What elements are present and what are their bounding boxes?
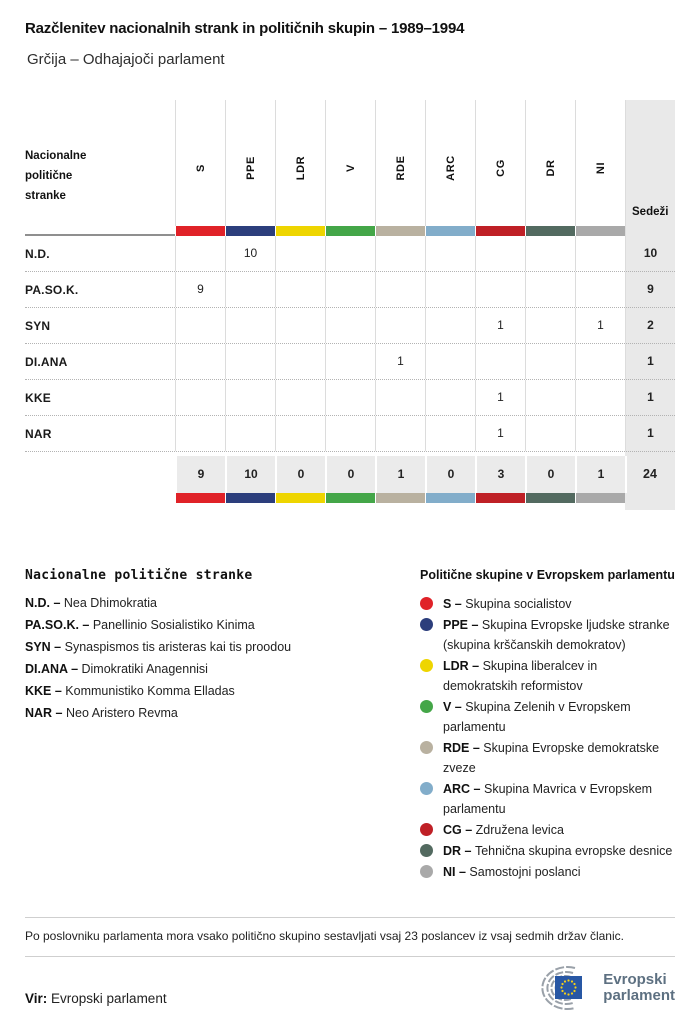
group-description bbox=[443, 697, 675, 737]
seat-count-cell bbox=[275, 344, 325, 379]
seat-count-cell bbox=[425, 344, 475, 379]
legend-party-item bbox=[25, 663, 420, 676]
group-name: Skupina Evropske ljudske stranke (skupina krščanskih demokratov) bbox=[443, 618, 670, 652]
group-total-cell: 1 bbox=[375, 456, 425, 493]
seat-count-cell bbox=[275, 416, 325, 451]
group-total-cell: 1 bbox=[575, 456, 625, 493]
legend-group-item bbox=[420, 862, 675, 882]
legends bbox=[25, 568, 675, 883]
page-subtitle: Grčija – Odhajajoči parlament bbox=[27, 51, 225, 68]
seat-count-cell bbox=[175, 416, 225, 451]
legend-party-item bbox=[25, 707, 420, 720]
seat-count-cell: 9 bbox=[175, 272, 225, 307]
group-code-label: PPE bbox=[244, 156, 257, 180]
group-total-cell: 0 bbox=[275, 456, 325, 493]
group-code-label: ARC bbox=[444, 155, 457, 181]
row-total-seats-cell: 10 bbox=[625, 236, 675, 271]
seat-count-cell bbox=[325, 272, 375, 307]
source-label: Vir: bbox=[25, 991, 48, 1006]
legend-group-item bbox=[420, 615, 675, 655]
group-description bbox=[443, 615, 675, 655]
total-seats-value: 24 bbox=[643, 467, 657, 481]
group-color-bar bbox=[275, 493, 325, 503]
group-code-label: DR bbox=[544, 159, 557, 177]
group-color-bar bbox=[225, 226, 275, 236]
row-total-seats-cell: 1 bbox=[625, 416, 675, 451]
seat-count-cell bbox=[375, 236, 425, 271]
group-description bbox=[443, 738, 675, 778]
row-header-cell bbox=[25, 100, 175, 226]
group-code-label: LDR bbox=[294, 155, 307, 181]
group-code-label: NI bbox=[594, 161, 607, 175]
group-color-bar bbox=[325, 493, 375, 503]
party-code: PA.SO.K. – bbox=[25, 618, 93, 632]
group-name: Skupina Mavrica v Evropskem parlamentu bbox=[443, 782, 653, 816]
seat-count-cell bbox=[475, 236, 525, 271]
seat-count-cell bbox=[225, 416, 275, 451]
seat-count-cell bbox=[225, 380, 275, 415]
group-total-cell: 0 bbox=[425, 456, 475, 493]
seat-count-cell: 1 bbox=[475, 380, 525, 415]
seat-count-cell bbox=[175, 380, 225, 415]
group-code: CG – bbox=[443, 823, 476, 837]
seat-count-cell bbox=[225, 272, 275, 307]
seat-count-cell bbox=[275, 272, 325, 307]
legend-parties-heading: Nacionalne politične stranke bbox=[25, 568, 253, 583]
european-parliament-logo bbox=[515, 963, 675, 1013]
group-column-header bbox=[175, 100, 225, 226]
group-code-label: RDE bbox=[394, 155, 407, 181]
legend-group-item bbox=[420, 656, 675, 696]
group-color-bar bbox=[325, 226, 375, 236]
legend-party-item bbox=[25, 619, 420, 632]
seat-count-cell bbox=[525, 380, 575, 415]
legend-group-item bbox=[420, 820, 675, 840]
legend-political-groups bbox=[420, 568, 675, 883]
group-code-label: V bbox=[344, 164, 357, 172]
group-name: Tehnična skupina evropske desnice bbox=[474, 844, 673, 858]
group-code: ARC – bbox=[443, 782, 484, 796]
seat-count-cell bbox=[425, 272, 475, 307]
table-row bbox=[25, 271, 675, 307]
legend-parties-list bbox=[25, 597, 420, 720]
table-header-row bbox=[25, 100, 675, 226]
group-column-header bbox=[575, 100, 625, 226]
seat-count-cell bbox=[175, 344, 225, 379]
seats-header-label: Sedeži bbox=[632, 206, 669, 218]
group-description bbox=[443, 841, 672, 861]
group-color-bar bbox=[475, 226, 525, 236]
group-column-header bbox=[425, 100, 475, 226]
seat-count-cell bbox=[325, 308, 375, 343]
party-code: N.D. – bbox=[25, 596, 64, 610]
row-total-seats-cell: 9 bbox=[625, 272, 675, 307]
legend-national-parties bbox=[25, 568, 420, 883]
party-name: Dimokratiki Anagennisi bbox=[81, 662, 208, 676]
table-row bbox=[25, 307, 675, 343]
seat-count-cell bbox=[575, 236, 625, 271]
group-color-dot bbox=[420, 700, 433, 713]
seat-count-cell bbox=[575, 272, 625, 307]
seats-table bbox=[25, 100, 675, 512]
group-column-header bbox=[325, 100, 375, 226]
seat-count-cell bbox=[375, 308, 425, 343]
header-underline bbox=[25, 226, 175, 236]
group-color-dot bbox=[420, 618, 433, 631]
group-color-bar bbox=[175, 226, 225, 236]
seat-count-cell bbox=[425, 308, 475, 343]
party-name-cell: N.D. bbox=[25, 247, 50, 261]
group-code-label: S bbox=[194, 164, 207, 172]
group-color-dot bbox=[420, 844, 433, 857]
party-name: Kommunistiko Komma Elladas bbox=[65, 684, 235, 698]
group-color-bar bbox=[525, 226, 575, 236]
group-description bbox=[443, 779, 675, 819]
group-color-bar-row bbox=[25, 226, 675, 236]
group-color-bar bbox=[575, 493, 625, 503]
group-description bbox=[443, 594, 572, 614]
source-line bbox=[25, 991, 167, 1006]
page-title: Razčlenitev nacionalnih strank in političnih skupin – 1989–1994 bbox=[25, 20, 465, 37]
group-total-cell: 0 bbox=[325, 456, 375, 493]
table-row bbox=[25, 379, 675, 415]
row-total-seats-cell: 1 bbox=[625, 380, 675, 415]
seat-count-cell bbox=[325, 380, 375, 415]
divider-bottom bbox=[25, 956, 675, 957]
group-color-bar bbox=[575, 226, 625, 236]
legend-group-item bbox=[420, 779, 675, 819]
footnote: Po poslovniku parlamenta mora vsako politično skupino sestavljati vsaj 23 poslancev iz vsaj sedmih držav članic. bbox=[25, 929, 624, 943]
legend-group-item bbox=[420, 697, 675, 737]
group-code: DR – bbox=[443, 844, 475, 858]
seat-count-cell bbox=[525, 236, 575, 271]
group-code: PPE – bbox=[443, 618, 482, 632]
seat-count-cell bbox=[525, 272, 575, 307]
legend-party-item bbox=[25, 641, 420, 654]
group-color-bar bbox=[425, 226, 475, 236]
seat-count-cell: 10 bbox=[225, 236, 275, 271]
table-row bbox=[25, 415, 675, 452]
group-name: Skupina Zelenih v Evropskem parlamentu bbox=[443, 700, 631, 734]
party-name: Nea Dhimokratia bbox=[63, 596, 157, 610]
party-code: SYN – bbox=[25, 640, 65, 654]
group-color-bar bbox=[375, 226, 425, 236]
seat-count-cell: 1 bbox=[475, 416, 525, 451]
legend-group-item bbox=[420, 841, 675, 861]
group-color-bar bbox=[425, 493, 475, 503]
seat-count-cell bbox=[375, 272, 425, 307]
ep-hemicycle-icon bbox=[515, 963, 595, 1013]
seat-count-cell bbox=[225, 344, 275, 379]
group-name: Skupina Evropske demokratske zveze bbox=[443, 741, 660, 775]
group-color-bar bbox=[225, 493, 275, 503]
group-description bbox=[443, 820, 564, 840]
party-name-cell: PA.SO.K. bbox=[25, 283, 79, 297]
group-total-cell: 0 bbox=[525, 456, 575, 493]
legend-groups-heading: Politične skupine v Evropskem parlamentu bbox=[420, 568, 675, 582]
seat-count-cell bbox=[325, 344, 375, 379]
group-color-bar bbox=[475, 493, 525, 503]
group-description bbox=[443, 862, 581, 882]
party-name-cell: KKE bbox=[25, 391, 51, 405]
party-code: NAR – bbox=[25, 706, 66, 720]
totals-bar-spacer bbox=[25, 493, 175, 503]
party-name-cell: SYN bbox=[25, 319, 51, 333]
table-row bbox=[25, 343, 675, 379]
legend-party-item bbox=[25, 685, 420, 698]
party-code: KKE – bbox=[25, 684, 66, 698]
party-code: DI.ANA – bbox=[25, 662, 82, 676]
group-name: Združena levica bbox=[475, 823, 564, 837]
group-column-header bbox=[475, 100, 525, 226]
seat-count-cell bbox=[325, 236, 375, 271]
group-color-bar bbox=[175, 493, 225, 503]
legend-groups-list bbox=[420, 594, 675, 882]
seat-count-cell bbox=[425, 380, 475, 415]
seat-count-cell bbox=[275, 308, 325, 343]
group-color-dot bbox=[420, 865, 433, 878]
seat-count-cell bbox=[425, 236, 475, 271]
seat-count-cell bbox=[475, 344, 525, 379]
group-color-bar bbox=[275, 226, 325, 236]
group-column-header bbox=[525, 100, 575, 226]
seat-count-cell bbox=[525, 308, 575, 343]
totals-row bbox=[25, 456, 675, 493]
group-code: RDE – bbox=[443, 741, 484, 755]
seat-count-cell bbox=[275, 380, 325, 415]
row-total-seats-cell: 2 bbox=[625, 308, 675, 343]
ep-logo-line2: parlament bbox=[603, 987, 675, 1004]
seat-count-cell bbox=[175, 308, 225, 343]
seats-column-header bbox=[625, 100, 675, 226]
seat-count-cell bbox=[375, 380, 425, 415]
row-total-seats-cell: 1 bbox=[625, 344, 675, 379]
group-color-dot bbox=[420, 597, 433, 610]
group-color-bar bbox=[375, 493, 425, 503]
group-code: NI – bbox=[443, 865, 470, 879]
group-name: Samostojni poslanci bbox=[469, 865, 581, 879]
seat-count-cell bbox=[275, 236, 325, 271]
seat-count-cell bbox=[325, 416, 375, 451]
table-grid bbox=[25, 100, 675, 503]
legend-group-item bbox=[420, 738, 675, 778]
group-column-header bbox=[225, 100, 275, 226]
ep-logo-line1: Evropski bbox=[603, 971, 667, 988]
seat-count-cell: 1 bbox=[475, 308, 525, 343]
seat-count-cell bbox=[575, 344, 625, 379]
ep-logo-wordmark bbox=[603, 972, 675, 1004]
group-color-dot bbox=[420, 741, 433, 754]
group-description bbox=[443, 656, 675, 696]
legend-group-item bbox=[420, 594, 675, 614]
group-code: V – bbox=[443, 700, 466, 714]
group-name: Skupina liberalcev in demokratskih reformistov bbox=[443, 659, 598, 693]
group-total-cell: 9 bbox=[175, 456, 225, 493]
row-header-label: Nacionalne politične stranke bbox=[25, 150, 87, 202]
seat-count-cell bbox=[375, 416, 425, 451]
group-code: LDR – bbox=[443, 659, 483, 673]
seat-count-cell bbox=[575, 380, 625, 415]
seats-bar-spacer bbox=[625, 226, 675, 236]
party-name-cell: DI.ANA bbox=[25, 355, 68, 369]
party-name: Neo Aristero Revma bbox=[65, 706, 178, 720]
seat-count-cell bbox=[525, 416, 575, 451]
seat-count-cell: 1 bbox=[575, 308, 625, 343]
seat-count-cell bbox=[525, 344, 575, 379]
group-color-dot bbox=[420, 823, 433, 836]
party-name: Synaspismos tis aristeras kai tis proodou bbox=[64, 640, 292, 654]
group-color-dot bbox=[420, 659, 433, 672]
seat-count-cell bbox=[175, 236, 225, 271]
group-total-cell: 3 bbox=[475, 456, 525, 493]
seat-count-cell bbox=[425, 416, 475, 451]
group-column-header bbox=[275, 100, 325, 226]
seat-count-cell: 1 bbox=[375, 344, 425, 379]
group-name: Skupina socialistov bbox=[465, 597, 572, 611]
divider-top bbox=[25, 917, 675, 918]
group-color-bar bbox=[525, 493, 575, 503]
party-name-cell: NAR bbox=[25, 427, 52, 441]
group-total-cell: 10 bbox=[225, 456, 275, 493]
legend-party-item bbox=[25, 597, 420, 610]
totals-color-bar-row bbox=[25, 493, 675, 503]
group-color-dot bbox=[420, 782, 433, 795]
totals-spacer bbox=[25, 456, 175, 493]
group-column-header bbox=[375, 100, 425, 226]
group-code-label: CG bbox=[494, 159, 507, 177]
seat-count-cell bbox=[575, 416, 625, 451]
party-name: Panellinio Sosialistiko Kinima bbox=[92, 618, 255, 632]
source-value: Evropski parlament bbox=[51, 991, 167, 1006]
seat-count-cell bbox=[225, 308, 275, 343]
seat-count-cell bbox=[475, 272, 525, 307]
table-row bbox=[25, 236, 675, 271]
group-code: S – bbox=[443, 597, 466, 611]
